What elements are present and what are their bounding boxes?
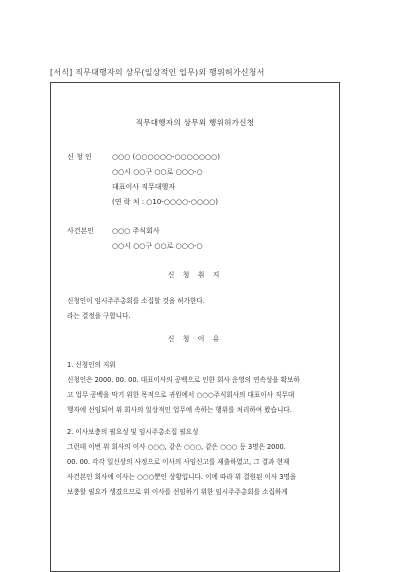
paragraph-line: 행자에 선임되어 위 회사의 일상적인 업무에 속하는 행위를 처리하여 왔습니다. xyxy=(67,406,292,414)
document-title: 직무대행자의 상무외 행위허가신청 xyxy=(135,118,255,127)
applicant-contact: (연 락 처 : ○10-○○○○-○○○○) xyxy=(112,198,218,206)
principal-address: ○○시 ○○구 ○○로 ○○○-○ xyxy=(112,242,203,250)
paragraph-line: 사건본인 회사에 이사는 ○○○뿐인 상황입니다. 이에 따라 위 결원된 이사 3명을 xyxy=(67,473,297,481)
paragraph-line: 그런데 이번 위 회사의 이사 ○○○, 같은 ○○○, 같은 ○○○ 등 3명은 2000. xyxy=(67,443,286,451)
applicant-name: ○○○ (○○○○○○-○○○○○○○) xyxy=(112,153,220,161)
purpose-heading: 신 청 취 지 xyxy=(167,271,223,279)
paragraph-line: 보충할 필요가 생겼으므로 위 이사를 선임하기 위한 임시주주총회를 소집하게 xyxy=(67,488,288,496)
reason-section-2 xyxy=(67,425,323,500)
applicant-address: ○○시 ○○구 ○○로 ○○○-○ xyxy=(112,168,203,176)
paragraph-line: 고 업무 공백을 막기 위한 목적으로 귀원에서 ○○○주식회사의 대표이사 직무대 xyxy=(67,391,295,399)
form-label: [서식] 직무대행자의 상무(일상적인 업무)외 행위허가신청서 xyxy=(50,68,265,77)
paragraph-line: 00. 00. 각각 일신상의 사정으로 이사의 사임신고를 제출하였고, 그 결과 현재 xyxy=(67,458,290,466)
applicant-role: 대표이사 직무대행자 xyxy=(112,183,176,191)
purpose-text xyxy=(67,294,323,324)
principal-label: 사건본인 xyxy=(67,227,95,235)
purpose-line: 신청인이 임시주주총회를 소집할 것을 허가한다. xyxy=(67,297,205,305)
purpose-line: 라는 결정을 구합니다. xyxy=(67,312,131,320)
reason-section-1 xyxy=(67,358,323,418)
reasons-heading: 신 청 이 유 xyxy=(167,335,223,343)
principal-company: ○○○ 주식회사 xyxy=(112,227,160,235)
section-title: 2. 이사보충의 필요성 및 임시주총소집 필요성 xyxy=(67,428,199,436)
applicant-label: 신 청 인 xyxy=(67,153,92,161)
paragraph-line: 신청인은 2000. 00. 00. 대표이사의 공백으로 인한 회사 운영의 연속성을 확보하 xyxy=(67,376,300,384)
section-title: 1. 신청인의 지위 xyxy=(67,361,116,369)
document-page xyxy=(50,82,340,572)
